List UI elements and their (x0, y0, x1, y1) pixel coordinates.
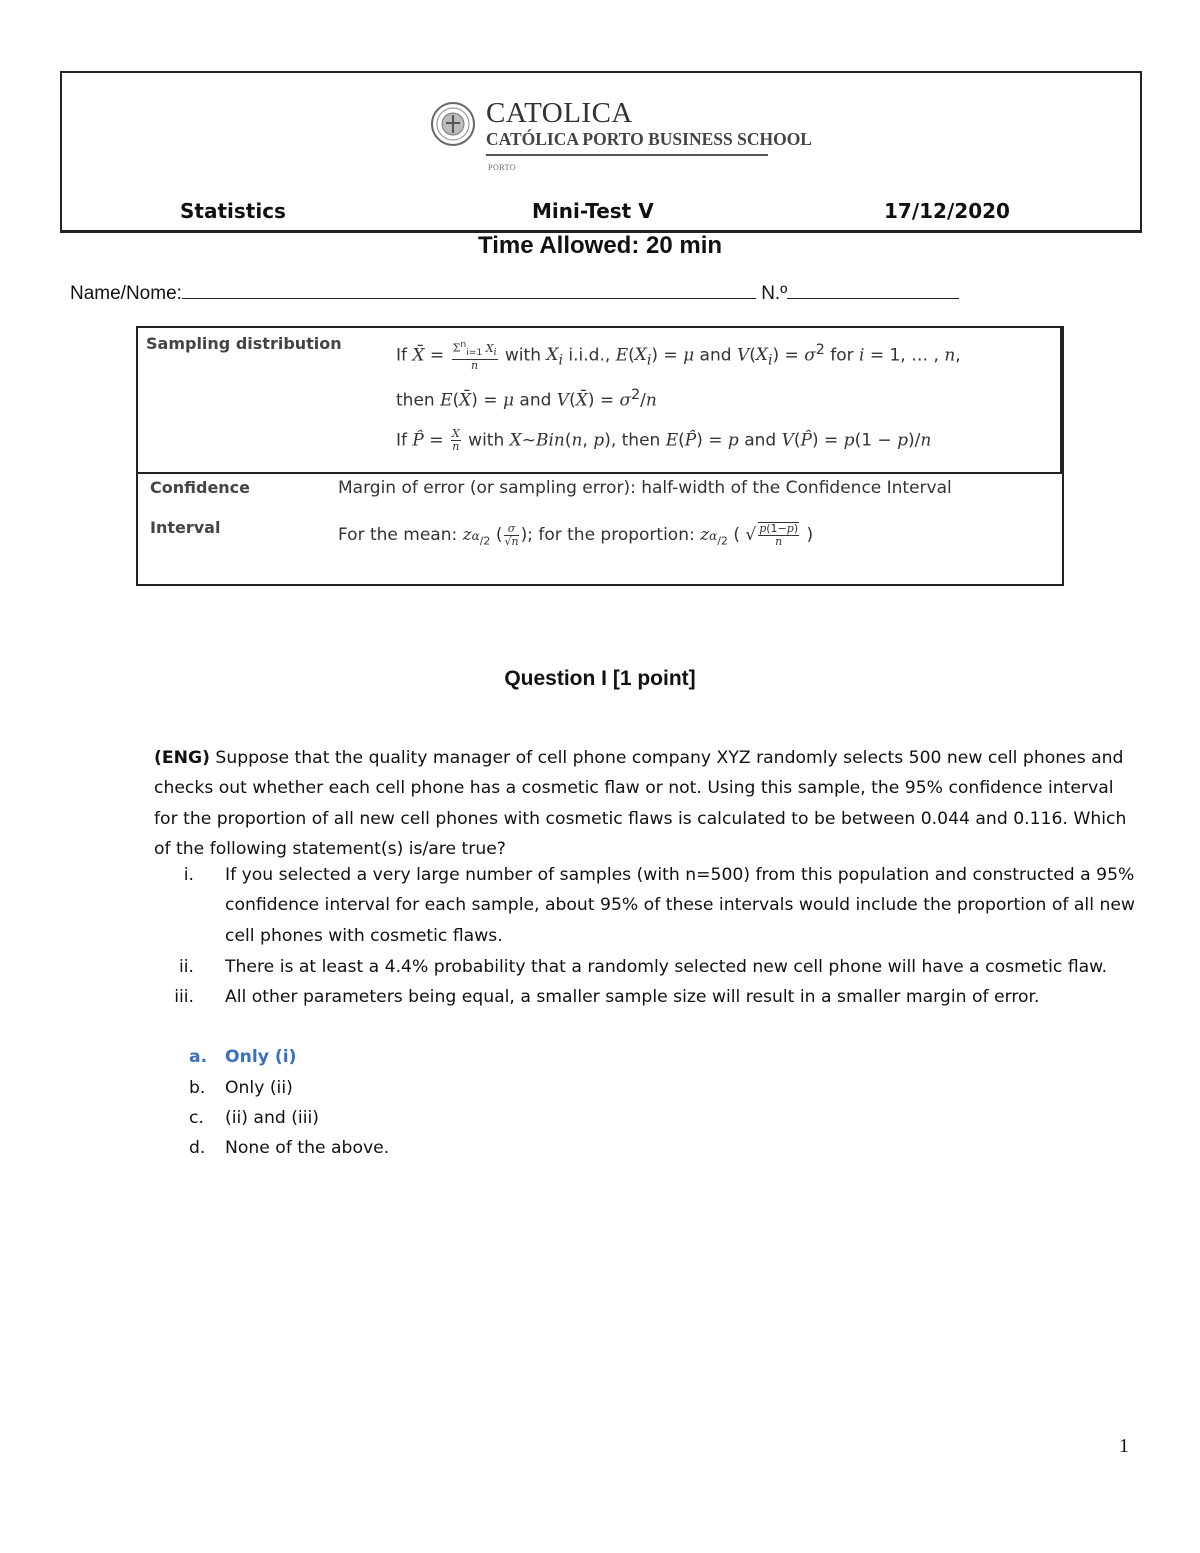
course-name: Statistics (180, 199, 286, 223)
option-label: a. (189, 1047, 208, 1067)
ci-prop-prefix: ; for the proportion: (527, 525, 695, 545)
confidence-interval-cell (136, 472, 1064, 586)
page-number: 1 (1119, 1435, 1129, 1457)
ci-margin-definition: Margin of error (or sampling error): half-width of the Confidence Interval (338, 478, 952, 498)
formula-table (136, 326, 1064, 586)
sampling-cell (136, 326, 1064, 472)
statement-text: All other parameters being equal, a smaller sample size will result in a smaller margin of error. (225, 987, 1040, 1007)
statement-label: ii. (178, 957, 194, 977)
option-text: (ii) and (iii) (225, 1108, 319, 1128)
option-text: Only (ii) (225, 1078, 293, 1098)
statement-label: iii. (174, 987, 194, 1007)
number-field[interactable] (787, 280, 959, 299)
question-text (154, 743, 1134, 864)
statement-ii (154, 952, 1144, 982)
logo-title: CATOLICA (486, 97, 633, 129)
option-b[interactable] (189, 1078, 293, 1098)
seal-icon (430, 101, 476, 147)
name-line (70, 280, 959, 305)
number-label: N.º (761, 283, 788, 304)
school-logo (430, 97, 812, 177)
name-field[interactable] (182, 280, 756, 299)
option-a[interactable] (189, 1047, 297, 1067)
question-title: Question I [1 point] (504, 667, 696, 690)
ci-label-2: Interval (150, 518, 221, 537)
sampling-label: Sampling distribution (146, 334, 342, 353)
statement-i (154, 860, 1144, 952)
statement-text: There is at least a 4.4% probability that a randomly selected new cell phone will have a cosmetic flaw. (225, 957, 1108, 977)
question-body: Suppose that the quality manager of cell phone company XYZ randomly selects 500 new cell phones and checks out whether each cell phone has a cosmetic flaw or not. Using this sample, the 95% confidence interval for the proportion of all new cell phones with cosmetic flaws is calculated to be between 0.044 and 0.116. Which of the following statement(s) is/are true? (154, 748, 1127, 859)
ci-mean-prefix: For the mean: (338, 525, 458, 545)
option-text: Only (i) (225, 1047, 297, 1067)
logo-city: PORTO (488, 163, 517, 172)
ci-formulas: For the mean: $z\alpha_{/2}$ ( $\frac{\sigma}{√n}$ ); for the proportion: $z\alpha_{/2}$ ( √ $\frac{p(1-p)}{n}$ ) (338, 521, 814, 548)
statement-text: If you selected a very large number of samples (with n=500) from this population and constructed a 95% confidence interval for each sample, about 95% of these intervals would include the proportion of all new cell phones with cosmetic flaws. (225, 865, 1135, 946)
option-c[interactable] (189, 1108, 319, 1128)
option-label: c. (189, 1108, 204, 1128)
lang-tag: (ENG) (154, 748, 210, 768)
test-name: Mini-Test V (532, 199, 654, 223)
option-text: None of the above. (225, 1138, 390, 1158)
ci-label-1: Confidence (150, 478, 251, 497)
name-label: Name/Nome: (70, 283, 182, 304)
option-label: b. (189, 1078, 206, 1098)
statement-label: i. (183, 865, 194, 885)
time-allowed: Time Allowed: 20 min (477, 232, 723, 259)
logo-subtitle: CATÓLICA PORTO BUSINESS SCHOOL (486, 129, 812, 149)
logo-rule (486, 154, 768, 156)
option-d[interactable] (189, 1138, 389, 1158)
test-date: 17/12/2020 (884, 199, 1010, 223)
sampling-formula-2: then E(X̄) = μ and V(X̄) = $\sigma^2/n$ (396, 387, 657, 411)
option-label: d. (189, 1138, 206, 1158)
statement-iii (154, 982, 1144, 1012)
sampling-formula-3: If P̂ = $\frac{X}{n}$ with X∼Bin(n, p), then E(P̂) = p and V(P̂) = p(1 − p)/n (396, 427, 932, 453)
sampling-formula-1: If X̄ = $\frac{\Sigma^n_{i=1} X_i}{n}$ with $X_i$ i.i.d., $E(X_i) = \mu$ and $V(X_i) = \sigma^2$ for i = 1, … , n, (396, 339, 961, 372)
